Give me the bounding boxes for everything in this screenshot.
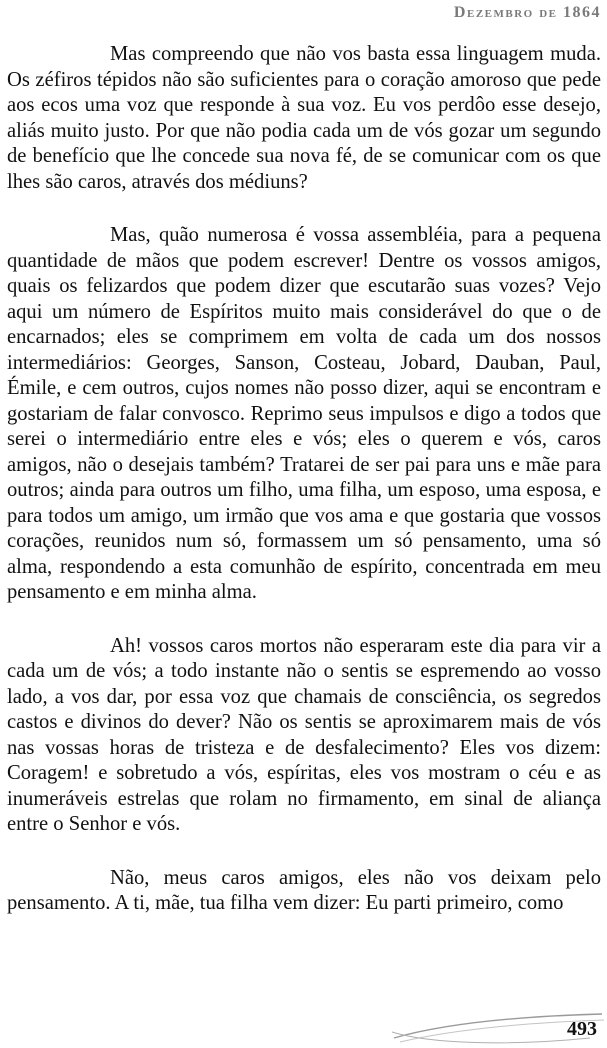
paragraph-4: Não, meus caros amigos, eles não vos deixam pelo pensamento. A ti, mãe, tua filha vem dizer: Eu parti primeiro, como — [7, 866, 601, 914]
paragraph-1: Mas compreendo que não vos basta essa linguagem muda. Os zéfiros tépidos não são suficientes para o coração amoroso que pede aos ecos uma voz que responde à sua voz. Eu vos perdôo esse desejo, aliás muito justo. Por que não podia cada um de vós gozar um segundo de benefício que lhe concede sua nova fé, de se comunicar com os que lhes são caros, através dos médiuns? — [7, 43, 601, 193]
paragraph-2: Mas, quão numerosa é vossa assembléia, para a pequena quantidade de mãos que podem escrever! Dentre os vossos amigos, quais os felizardos que podem dizer que escutarão suas vozes? Vejo aqui um número de Espíritos muito mais considerável do que o de encarnados; eles se comprimem em volta de cada um dos nossos intermediários: Georges, Sanson, Costeau, Jobard, Dauban, Paul, Émile, e cem outros, cujos nomes não posso dizer, aqui se encontram e gostariam de falar convosco. Reprimo seus impulsos e digo a todos que serei o intermediário entre eles e vós; eles o querem e vós, caros amigos, não o desejais também? Tratarei de ser pai para uns e mãe para outros; ainda para outros um filho, uma filha, um esposo, uma esposa, e para todos um amigo, um irmão que vos ama e que gostaria que vossos corações, reunidos num só, formassem um só pensamento, uma só alma, respondendo a esta comunhão de espírito, concentrada em meu pensamento e em minha alma. — [7, 224, 601, 603]
paragraph-3: Ah! vossos caros mortos não esperaram este dia para vir a cada um de vós; a todo instante não o sentis se espremendo ao vosso lado, a vos dar, por essa voz que chamais de consciência, os segredos castos e divinos do dever? Não os sentis se aproximarem mais de vós nas vossas horas de tristeza e de desfalecimento? Eles vos dizem: Coragem! e sobretudo a vós, espíritas, eles vos mostram o céu e as inumeráveis estrelas que rolam no firmamento, em sinal de aliança entre o Senhor e vós. — [7, 634, 601, 835]
page-number: 493 — [567, 1018, 597, 1040]
page-body — [7, 42, 601, 917]
running-header: Dezembro de 1864 — [453, 4, 601, 21]
